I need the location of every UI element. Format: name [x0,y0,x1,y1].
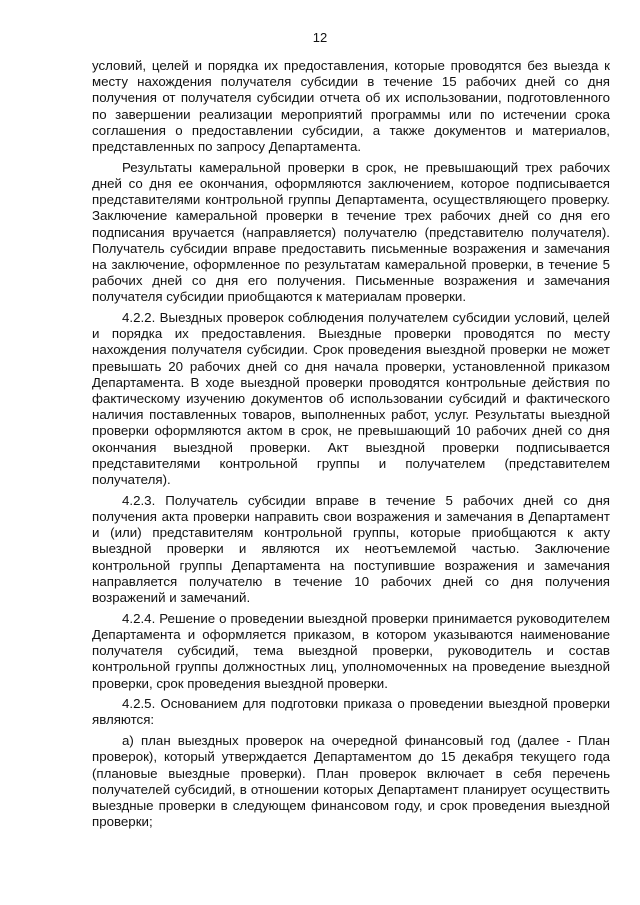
page-number: 12 [312,30,328,45]
paragraph-4-2-2: 4.2.2. Выездных проверок соблюдения получателем субсидии условий, целей и порядка их предоставления. Выездные проверки проводятся по месту нахождения получателя субсидии. Срок проведения выездной проверки не может превышать 20 рабочих дней со дня начала проверки, установленной приказом Департамента. В ходе выездной проверки проводятся контрольные действия по фактическому изучению документов об использовании субсидий и фактического наличия поставленных товаров, выполненных работ, услуг. Результаты выездной проверки оформляются актом в срок, не превышающий 10 рабочих дней со дня окончания выездной проверки. Акт выездной проверки подписывается представителями контрольной группы и получателем (представителем получателя). [92,310,610,488]
paragraph-4-2-4: 4.2.4. Решение о проведении выездной проверки принимается руководителем Департамента и оформляется приказом, в котором указываются наименование получателя субсидий, тема выездной проверки, руководитель и состав контрольной группы должностных лиц, уполномоченных на проведение выездной проверки, срок проведения выездной проверки. [92,610,610,691]
paragraph-item-a: а) план выездных проверок на очередной финансовый год (далее - План проверок), который утверждается Департаментом до 15 декабря текущего года (плановые выездные проверки). План проверок включает в себя перечень получателей субсидий, в отношении которых Департамент планирует осуществить выездные проверки в следующем финансовом году, и срок проведения выездной проверки; [92,733,610,830]
paragraph-desk-audit-results: Результаты камеральной проверки в срок, не превышающий трех рабочих дней со дня ее окончания, оформляются заключением, которое подписывается представителями контрольной группы Департамента, осуществляющего проверку. Заключение камеральной проверки в течение трех рабочих дней со дня его подписания вручается (направляется) получателю (представителю получателя). Получатель субсидии вправе предоставить письменные возражения и замечания на заключение, оформленное по результатам камеральной проверки, в течение 5 рабочих дней со дня его получения. Письменные возражения и замечания получателя субсидии приобщаются к материалам проверки. [92,159,610,305]
paragraph-4-2-5: 4.2.5. Основанием для подготовки приказа о проведении выездной проверки являются: [92,696,610,728]
paragraph-4-2-3: 4.2.3. Получатель субсидии вправе в течение 5 рабочих дней со дня получения акта проверки направить свои возражения и замечания в Департамент и (или) представителям контрольной группы, которые приобщаются к акту выездной проверки и являются их неотъемлемой частью. Заключение контрольной группы Департамента на поступившие возражения и замечания направляется получателю в течение 10 рабочих дней со дня получения возражений и замечаний. [92,492,610,605]
document-body [92,58,610,835]
paragraph-continuation: условий, целей и порядка их предоставления, которые проводятся без выезда к месту нахождения получателя субсидии в течение 15 рабочих дней со дня получения от получателя субсидии отчета об их использовании, подготовленного по завершении реализации мероприятий программы или по истечении срока соглашения о предоставлении субсидии, а также документов и материалов, представленных по запросу Департамента. [92,58,610,155]
